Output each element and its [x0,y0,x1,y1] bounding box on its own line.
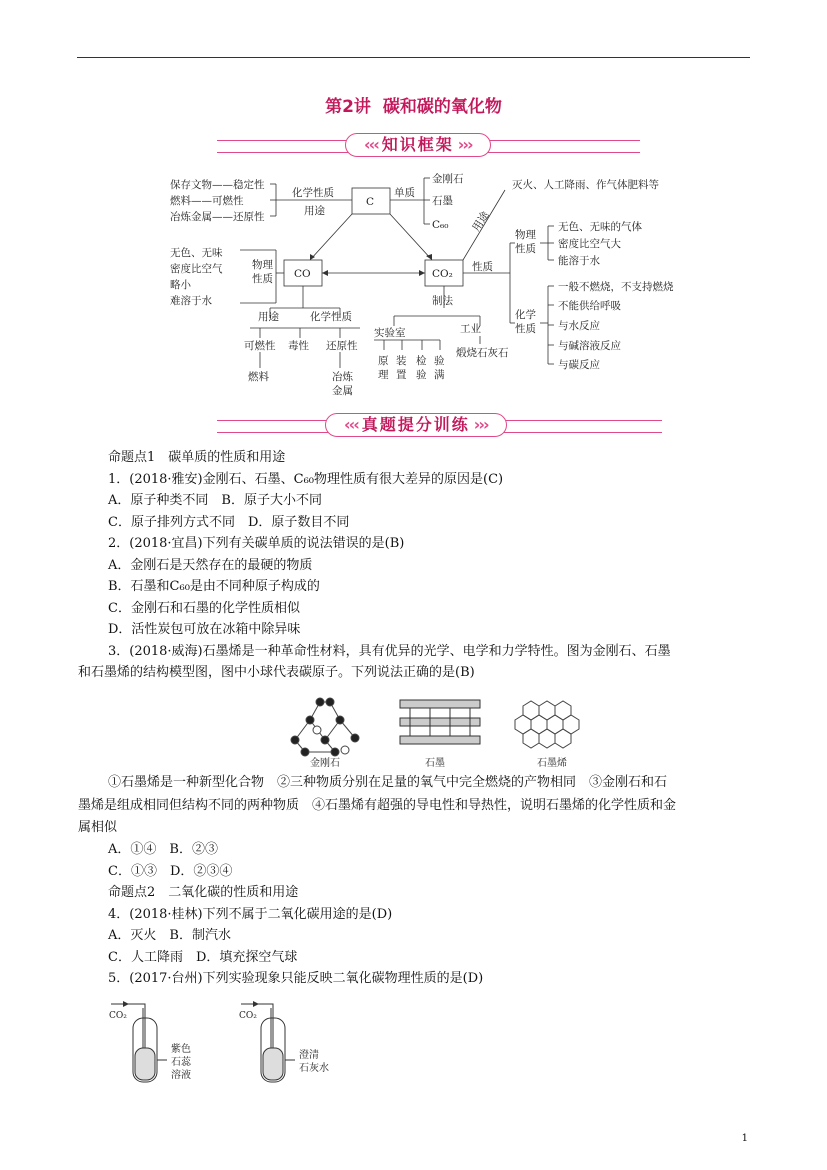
co2-node: CO₂ [432,268,453,280]
tube1-label-2: 石蕊 [171,1057,191,1068]
q3-cont [78,662,750,684]
co2-phys-2: 密度比空气大 [558,238,621,250]
c-node: C [366,196,375,208]
co-phys-1: 无色、无味 [170,247,223,259]
co2-prop-label: 性质 [472,261,493,273]
co2-chem-2: 不能供给呼吸 [558,300,621,312]
co2-phys-1: 无色、无味的气体 [558,221,642,233]
q2-option-c: C．金刚石和石墨的化学性质相似 [108,600,300,616]
co-leaf-3: 还原性 [326,340,358,352]
page-number: 1 [741,1133,748,1144]
co-leaf-1: 可燃性 [244,340,276,352]
co2-phys-label-2: 性质 [515,243,536,255]
q4-option-cd: C．人工降雨 D．填充探空气球 [108,949,298,965]
q3-option-ab: A．①④ B．②③ [108,842,218,857]
graphite-model [400,700,480,744]
c-use-2: 燃料——可燃性 [170,195,244,207]
q2-option-a: A．金刚石是天然存在的最硬的物质 [108,557,313,573]
lab-2a: 装 [396,355,407,367]
c-simple-3: C₆₀ [432,219,449,231]
industry-item: 煅烧石灰石 [456,347,509,359]
section-2 [108,839,750,990]
co2-chem-4: 与碱溶液反应 [558,340,621,352]
c-simple-label: 单质 [394,187,415,199]
lab-3b: 验 [416,369,427,381]
point-1-heading: 命题点1 碳单质的性质和用途 [108,450,286,465]
c-use-label: 用途 [304,205,325,217]
section-1 [108,447,750,662]
co-leaf-metal-2: 金属 [332,385,353,397]
lab-4b: 满 [434,369,445,381]
c-simple-1: 金刚石 [432,173,464,185]
caption-graphite: 石墨 [425,758,445,768]
co2-use-items: 灭火、人工降雨、作气体肥料等 [512,179,659,191]
co2-chem-label-2: 性质 [515,323,536,335]
co-leaf-fuel: 燃料 [248,371,269,383]
chapter-number: 第2讲 [325,97,371,117]
q1-option-cd: C．原子排列方式不同 D．原子数目不同 [108,514,350,530]
co-use-branch: 用途 [258,311,279,323]
q2-option-d: D．活性炭包可放在冰箱中除异味 [108,622,301,637]
q3-option-cd: C．①③ D．②③④ [108,863,233,879]
co-phys-3: 略小 [170,279,191,291]
lab-1a: 原 [378,355,389,367]
co2-chem-1: 一般不燃烧，不支持燃烧 [558,281,674,293]
tube1-label-3: 溶液 [171,1070,191,1081]
lab-3a: 检 [416,355,427,367]
co2-chem-label-1: 化学 [515,309,536,321]
make-ind: 工业 [460,323,481,335]
co2-make-label: 制法 [432,295,453,307]
c-simple-2: 石墨 [432,195,453,207]
q3-statement-line-2: 墨烯是组成相同但结构不同的两种物质 ④石墨烯有超强的导电性和导热性，说明石墨烯的化学性质和金 [78,798,677,813]
q3-statement-line-1: ①石墨烯是一种新型化合物 ②三种物质分别在足量的氧气中完全燃烧的产物相同 ③金刚石和石 [108,775,668,790]
question-3-line-2: 和石墨烯的结构模型图，图中小球代表碳原子。下列说法正确的是(B) [78,665,475,680]
q2-option-b: B．石墨和C₆₀是由不同种原子构成的 [108,579,320,594]
co2-phys-label-1: 物理 [515,229,536,241]
lab-1b: 理 [378,369,389,381]
co2-phys-3: 能溶于水 [558,255,600,267]
co-phys-2: 密度比空气 [170,263,223,275]
banner-exam-training: ‹‹‹ 真题提分训练 ››› [217,413,662,439]
q3-statements-cont [78,795,750,838]
question-3-line-1: 3．(2018·威海)石墨烯是一种革命性材料，具有优异的光学、电学和力学特性。图为金刚石、石墨 [108,643,671,659]
test-tubes-figure [105,998,365,1090]
co-phys-label-1: 物理 [252,259,273,271]
knowledge-diagram [160,168,720,400]
co-node: CO [294,268,311,280]
co-phys-label-2: 性质 [252,273,273,285]
question-1: 1．(2018·雅安)金刚石、石墨、C₆₀物理性质有很大差异的原因是(C) [108,471,504,487]
caption-graphene: 石墨烯 [537,758,567,768]
lab-4a: 验 [434,355,445,367]
co2-use-label: 用途 [470,209,492,234]
banner-label: 真题提分训练 [361,415,470,434]
lab-2b: 置 [396,369,407,381]
banner-label: 知识框架 [381,135,454,154]
co2-chem-3: 与水反应 [558,320,600,332]
tube2-label-2: 石灰水 [299,1063,329,1074]
tube1-gas: CO₂ [109,1011,127,1021]
c-use-3: 冶炼金属——还原性 [170,211,265,223]
question-4: 4．(2018·桂林)下列不属于二氧化碳用途的是(D) [108,906,393,922]
header-rule [77,57,750,58]
carbon-structures-figure [275,690,595,768]
q4-option-ab: A．灭火 B．制汽水 [108,928,231,943]
tube2-label-1: 澄清 [299,1050,319,1061]
co-leaf-2: 毒性 [288,340,309,352]
c-chem-label: 化学性质 [292,187,334,199]
caption-diamond: 金刚石 [310,758,340,768]
banner-knowledge-framework: ‹‹‹ 知识框架 ››› [217,133,640,159]
question-5: 5．(2017·台州)下列实验现象只能反映二氧化碳物理性质的是(D) [108,971,484,986]
page-title [0,92,827,117]
c-use-1: 保存文物——稳定性 [170,179,265,191]
co-phys-4: 难溶于水 [170,295,212,307]
question-2: 2．(2018·宜昌)下列有关碳单质的说法错误的是(B) [108,536,405,551]
q3-statement-line-3: 属相似 [78,819,118,835]
co2-chem-5: 与碳反应 [558,359,600,371]
q1-option-ab: A．原子种类不同 B．原子大小不同 [108,493,322,508]
co-leaf-metal-1: 冶炼 [332,371,353,383]
diamond-model [291,698,359,756]
co-chem-branch: 化学性质 [310,311,352,323]
make-lab: 实验室 [374,327,406,339]
chapter-title: 碳和碳的氧化物 [382,97,502,117]
graphene-model [515,701,579,748]
point-2-heading: 命题点2 二氧化碳的性质和用途 [108,885,299,900]
tube2-gas: CO₂ [239,1011,257,1021]
tube1-label-1: 紫色 [171,1044,191,1055]
